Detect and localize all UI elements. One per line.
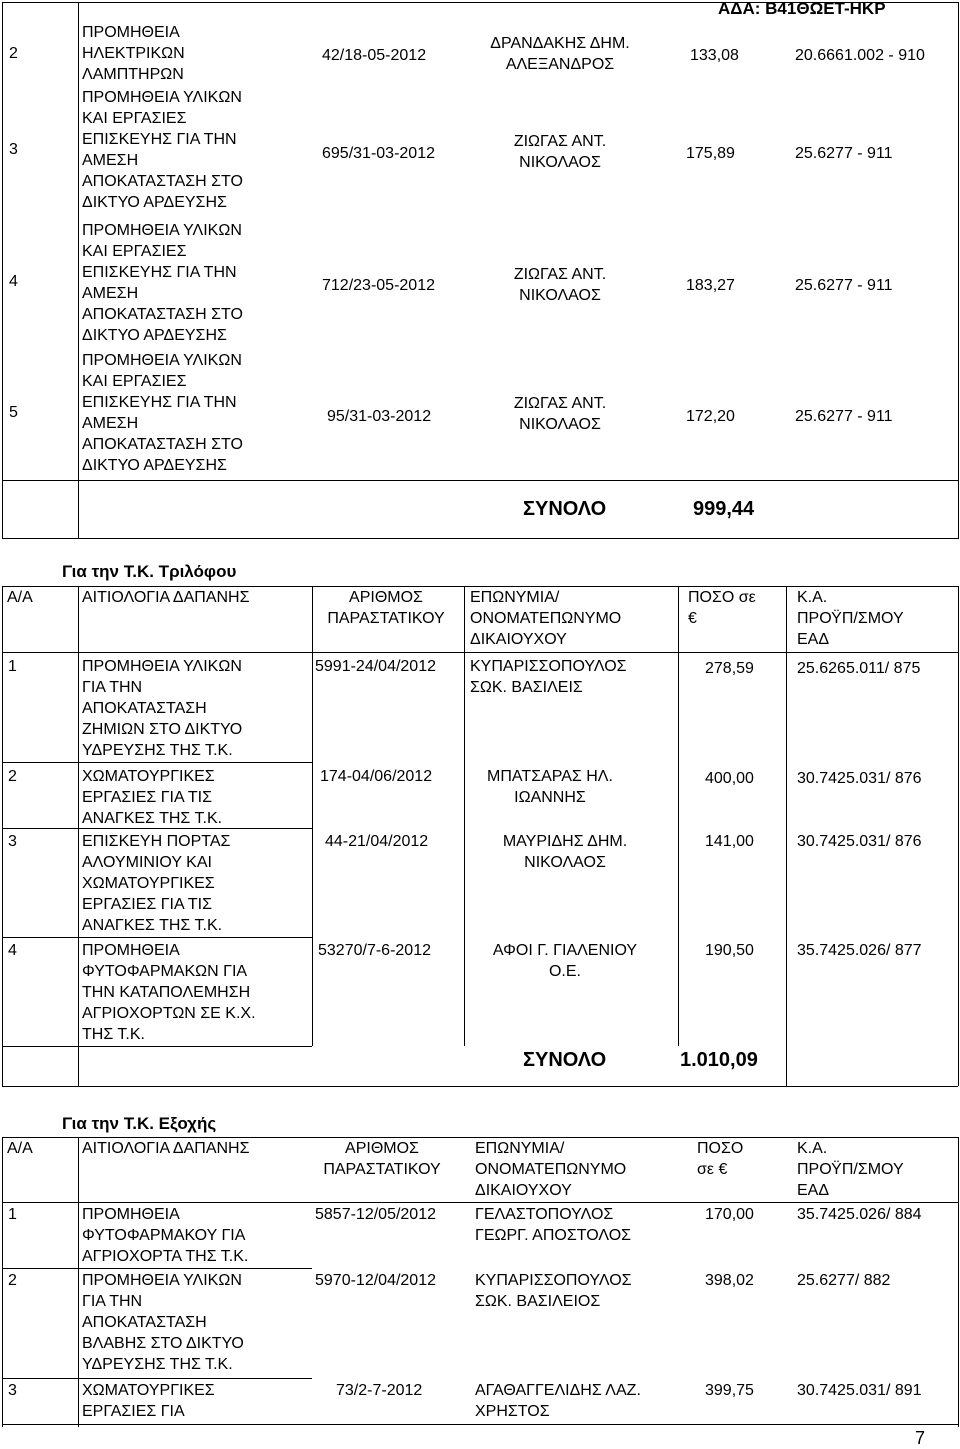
row-beneficiary: ΔΡΑΝΔΑΚΗΣ ΔΗΜ. ΑΛΕΞΑΝΔΡΟΣ bbox=[490, 35, 630, 73]
row-number: 3 bbox=[8, 833, 17, 850]
row-amount: 175,89 bbox=[686, 145, 735, 162]
row-description: ΠΡΟΜΗΘΕΙΑ ΦΥΤΟΦΑΡΜΑΚΟΥ ΓΙΑ ΑΓΡΙΟΧΟΡΤΑ ΤΗΣ Τ.Κ. bbox=[82, 1206, 249, 1265]
row-document: 5991-24/04/2012 bbox=[315, 658, 436, 675]
header-num: Α/Α bbox=[7, 589, 33, 606]
row-beneficiary: ΜΑΥΡΙΔΗΣ ΔΗΜ. ΝΙΚΟΛΑΟΣ bbox=[502, 833, 628, 871]
row-beneficiary: ΖΙΩΓΑΣ ΑΝΤ. ΝΙΚΟΛΑΟΣ bbox=[513, 133, 607, 171]
row-amount: 133,08 bbox=[690, 47, 739, 64]
row-document: 73/2-7-2012 bbox=[336, 1382, 423, 1399]
total-label: ΣΥΝΟΛΟ bbox=[523, 1049, 607, 1071]
row-amount: 190,50 bbox=[705, 942, 754, 959]
row-budget-code: 35.7425.026/ 877 bbox=[797, 942, 922, 959]
header-amount: ΠΟΣΟ σε € bbox=[688, 589, 756, 627]
divider bbox=[2, 1202, 958, 1203]
divider bbox=[2, 762, 312, 763]
row-number: 5 bbox=[9, 404, 18, 421]
row-amount: 278,59 bbox=[705, 660, 754, 677]
row-description: ΠΡΟΜΗΘΕΙΑ ΦΥΤΟΦΑΡΜΑΚΩΝ ΓΙΑ ΤΗΝ ΚΑΤΑΠΟΛΕΜΗΣΗ ΑΓΡΙΟΧΟΡΤΩΝ ΣΕ Κ.Χ. ΤΗΣ Τ.Κ. bbox=[82, 942, 256, 1043]
divider bbox=[2, 1268, 312, 1269]
header-document: ΑΡΙΘΜΟΣ ΠΑΡΑΣΤΑΤΙΚΟΥ bbox=[323, 1140, 441, 1178]
row-description: ΠΡΟΜΗΘΕΙΑ ΥΛΙΚΩΝ ΓΙΑ ΤΗΝ ΑΠΟΚΑΤΑΣΤΑΣΗ ΖΗΜΙΩΝ ΣΤΟ ΔΙΚΤΥΟ ΥΔΡΕΥΣΗΣ ΤΗΣ Τ.Κ. bbox=[82, 658, 243, 759]
header-description: ΑΙΤΙΟΛΟΓΙΑ ΔΑΠΑΝΗΣ bbox=[82, 1140, 250, 1157]
row-document: 695/31-03-2012 bbox=[322, 145, 435, 162]
row-beneficiary: ΖΙΩΓΑΣ ΑΝΤ. ΝΙΚΟΛΑΟΣ bbox=[513, 266, 607, 304]
row-number: 2 bbox=[8, 768, 17, 785]
header-num: Α/Α bbox=[7, 1140, 33, 1157]
row-beneficiary: ΖΙΩΓΑΣ ΑΝΤ. ΝΙΚΟΛΑΟΣ bbox=[513, 395, 607, 433]
row-beneficiary: ΜΠΑΤΣΑΡΑΣ ΗΛ. ΙΩΑΝΝΗΣ bbox=[487, 768, 613, 806]
total-value: 999,44 bbox=[693, 498, 755, 520]
row-description: ΧΩΜΑΤΟΥΡΓΙΚΕΣ ΕΡΓΑΣΙΕΣ ΓΙΑ ΤΙΣ ΑΝΑΓΚΕΣ ΤΗΣ Τ.Κ. bbox=[82, 768, 223, 827]
row-number: 2 bbox=[9, 45, 18, 62]
divider bbox=[2, 1137, 958, 1138]
header-budget-code: Κ.Α. ΠΡΟΫΠ/ΣΜΟΥ ΕΑΔ bbox=[797, 1140, 904, 1199]
row-budget-code: 25.6277 - 911 bbox=[795, 145, 893, 162]
header-beneficiary: ΕΠΩΝΥΜΙΑ/ ΟΝΟΜΑΤΕΠΩΝΥΜΟ ΔΙΚΑΙΟΥΧΟΥ bbox=[475, 1140, 627, 1199]
row-beneficiary: ΑΦΟΙ Γ. ΓΙΑΛΕΝΙΟΥ Ο.Ε. bbox=[492, 942, 638, 980]
row-description: ΕΠΙΣΚΕΥΗ ΠΟΡΤΑΣ ΑΛΟΥΜΙΝΙΟΥ ΚΑΙ ΧΩΜΑΤΟΥΡΓΙΚΕΣ ΕΡΓΑΣΙΕΣ ΓΙΑ ΤΙΣ ΑΝΑΓΚΕΣ ΤΗΣ Τ.Κ. bbox=[82, 833, 231, 934]
page-number: 7 bbox=[915, 1428, 926, 1448]
header-amount: ΠΟΣΟ σε € bbox=[697, 1140, 744, 1178]
row-description: ΠΡΟΜΗΘΕΙΑ ΥΛΙΚΩΝ ΓΙΑ ΤΗΝ ΑΠΟΚΑΤΑΣΤΑΣΗ ΒΛΑΒΗΣ ΣΤΟ ΔΙΚΤΥΟ ΥΔΡΕΥΣΗΣ ΤΗΣ Τ.Κ. bbox=[82, 1272, 244, 1373]
row-number: 4 bbox=[9, 273, 18, 290]
ada-code: ΑΔΑ: Β41ΘΩΕΤ-ΗΚΡ bbox=[718, 0, 886, 18]
row-document: 5857-12/05/2012 bbox=[315, 1206, 436, 1223]
row-description: ΠΡΟΜΗΘΕΙΑ ΥΛΙΚΩΝ ΚΑΙ ΕΡΓΑΣΙΕΣ ΕΠΙΣΚΕΥΗΣ ΓΙΑ ΤΗΝ ΑΜΕΣΗ ΑΠΟΚΑΤΑΣΤΑΣΗ ΣΤΟ ΔΙΚΤΥΟ ΑΡΔΕΥΣΗΣ bbox=[82, 352, 243, 474]
row-budget-code: 20.6661.002 - 910 bbox=[795, 47, 925, 64]
row-amount: 399,75 bbox=[705, 1382, 754, 1399]
divider bbox=[2, 652, 958, 653]
row-beneficiary: ΓΕΛΑΣΤΟΠΟΥΛΟΣ ΓΕΩΡΓ. ΑΠΟΣΤΟΛΟΣ bbox=[475, 1206, 632, 1244]
row-budget-code: 30.7425.031/ 891 bbox=[797, 1382, 922, 1399]
row-amount: 183,27 bbox=[686, 277, 735, 294]
row-budget-code: 30.7425.031/ 876 bbox=[797, 770, 922, 787]
row-number: 1 bbox=[8, 658, 17, 675]
row-amount: 398,02 bbox=[705, 1272, 754, 1289]
row-number: 4 bbox=[8, 942, 17, 959]
divider bbox=[2, 1378, 312, 1379]
row-number: 3 bbox=[9, 141, 18, 158]
row-beneficiary: ΑΓΑΘΑΓΓΕΛΙΔΗΣ ΛΑΖ. ΧΡΗΣΤΟΣ bbox=[475, 1382, 641, 1420]
row-document: 42/18-05-2012 bbox=[322, 47, 427, 64]
total-label: ΣΥΝΟΛΟ bbox=[523, 498, 607, 520]
row-beneficiary: ΚΥΠΑΡΙΣΣΟΠΟΥΛΟΣ ΣΩΚ. ΒΑΣΙΛΕΙΟΣ bbox=[475, 1272, 632, 1310]
section-title: Για την Τ.Κ. Τριλόφου bbox=[62, 562, 237, 581]
section-title: Για την Τ.Κ. Εξοχής bbox=[62, 1114, 217, 1133]
row-document: 712/23-05-2012 bbox=[322, 277, 435, 294]
header-budget-code: Κ.Α. ΠΡΟΫΠ/ΣΜΟΥ ΕΑΔ bbox=[797, 589, 904, 648]
row-description: ΧΩΜΑΤΟΥΡΓΙΚΕΣ ΕΡΓΑΣΙΕΣ ΓΙΑ bbox=[82, 1382, 215, 1420]
row-document: 53270/7-6-2012 bbox=[318, 942, 431, 959]
row-document: 5970-12/04/2012 bbox=[315, 1272, 436, 1289]
header-beneficiary: ΕΠΩΝΥΜΙΑ/ ΟΝΟΜΑΤΕΠΩΝΥΜΟ ΔΙΚΑΙΟΥΧΟΥ bbox=[470, 589, 622, 648]
row-amount: 172,20 bbox=[686, 408, 735, 425]
row-description: ΠΡΟΜΗΘΕΙΑ ΥΛΙΚΩΝ ΚΑΙ ΕΡΓΑΣΙΕΣ ΕΠΙΣΚΕΥΗΣ ΓΙΑ ΤΗΝ ΑΜΕΣΗ ΑΠΟΚΑΤΑΣΤΑΣΗ ΣΤΟ ΔΙΚΤΥΟ ΑΡΔΕΥΣΗΣ bbox=[82, 222, 243, 344]
row-amount: 400,00 bbox=[705, 770, 754, 787]
row-budget-code: 25.6277 - 911 bbox=[795, 277, 893, 294]
row-number: 1 bbox=[8, 1206, 17, 1223]
header-description: ΑΙΤΙΟΛΟΓΙΑ ΔΑΠΑΝΗΣ bbox=[82, 589, 250, 606]
row-beneficiary: ΚΥΠΑΡΙΣΣΟΠΟΥΛΟΣ ΣΩΚ. ΒΑΣΙΛΕΙΣ bbox=[470, 658, 627, 696]
divider bbox=[2, 937, 312, 938]
total-value: 1.010,09 bbox=[680, 1049, 758, 1071]
row-budget-code: 25.6265.011/ 875 bbox=[797, 660, 921, 677]
row-document: 95/31-03-2012 bbox=[327, 408, 432, 425]
header-document: ΑΡΙΘΜΟΣ ΠΑΡΑΣΤΑΤΙΚΟΥ bbox=[327, 589, 445, 627]
row-budget-code: 30.7425.031/ 876 bbox=[797, 833, 922, 850]
row-description: ΠΡΟΜΗΘΕΙΑ ΗΛΕΚΤΡΙΚΩΝ ΛΑΜΠΤΗΡΩΝ bbox=[82, 24, 185, 83]
row-budget-code: 25.6277 - 911 bbox=[795, 408, 893, 425]
row-description: ΠΡΟΜΗΘΕΙΑ ΥΛΙΚΩΝ ΚΑΙ ΕΡΓΑΣΙΕΣ ΕΠΙΣΚΕΥΗΣ ΓΙΑ ΤΗΝ ΑΜΕΣΗ ΑΠΟΚΑΤΑΣΤΑΣΗ ΣΤΟ ΔΙΚΤΥΟ ΑΡΔΕΥΣΗΣ bbox=[82, 89, 243, 211]
row-amount: 170,00 bbox=[705, 1206, 754, 1223]
row-budget-code: 25.6277/ 882 bbox=[797, 1272, 891, 1289]
row-number: 2 bbox=[8, 1272, 17, 1289]
row-amount: 141,00 bbox=[705, 833, 754, 850]
row-document: 174-04/06/2012 bbox=[320, 768, 433, 785]
row-document: 44-21/04/2012 bbox=[325, 833, 429, 850]
row-number: 3 bbox=[8, 1382, 17, 1399]
divider bbox=[2, 828, 312, 829]
row-budget-code: 35.7425.026/ 884 bbox=[797, 1206, 922, 1223]
